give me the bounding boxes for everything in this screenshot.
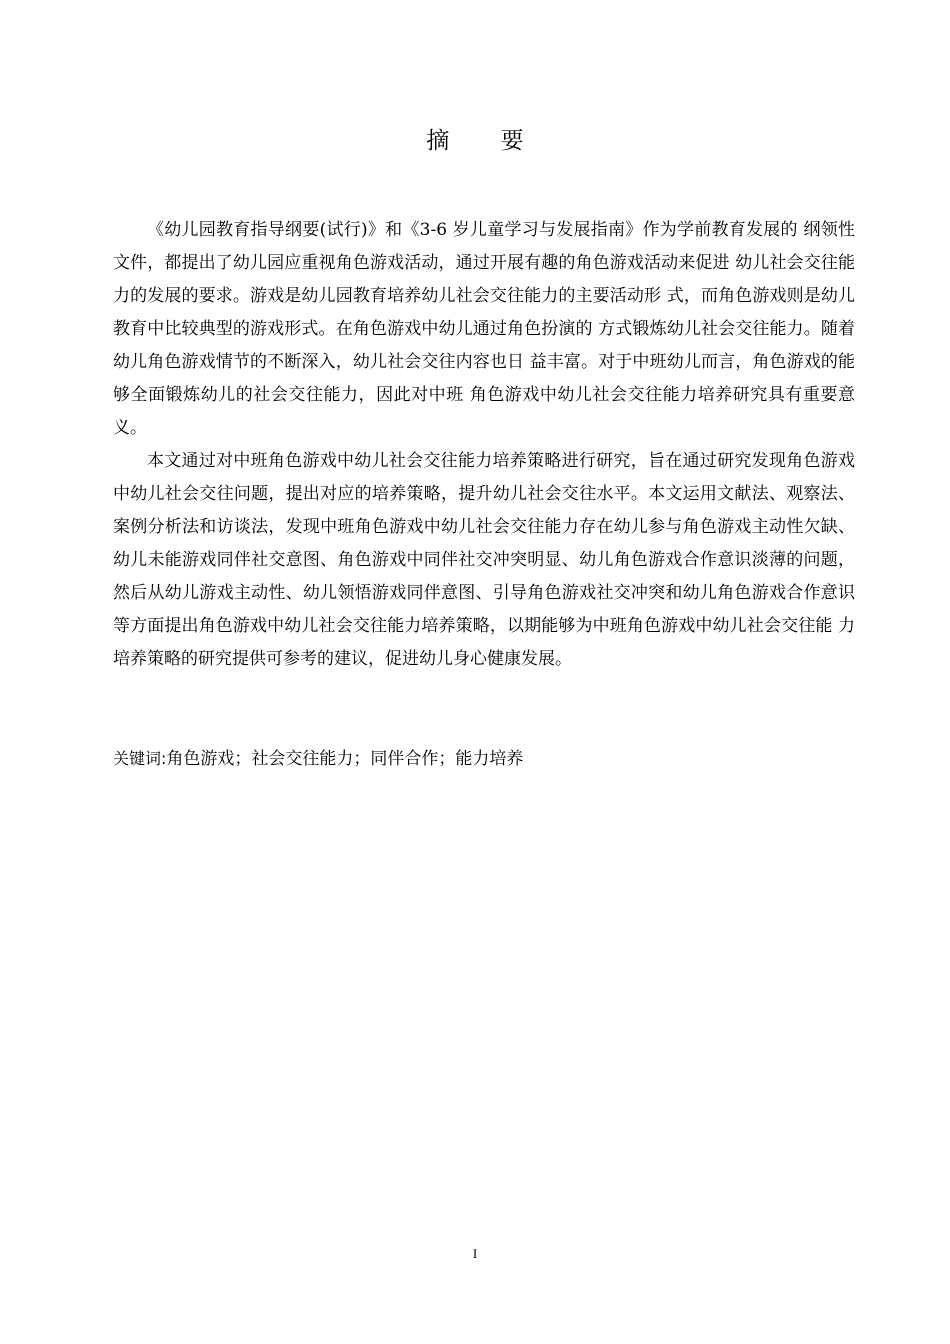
page-number: I — [472, 1246, 478, 1261]
abstract-body — [113, 214, 855, 676]
abstract-paragraph-2: 本文通过对中班角色游戏中幼儿社会交往能力培养策略进行研究，旨在通过研究发现角色游戏中幼儿社会交往问题，提出对应的培养策略，提升幼儿社会交往水平。本文运用文献法、观察法、案例分析法和访谈法，发现中班角色游戏中幼儿社会交往能力存在幼儿参与角色游戏主动性欠缺、幼儿未能游戏同伴社交意图、角色游戏中同伴社交冲突明显、幼儿角色游戏合作意识淡薄的问题，然后从幼儿游戏主动性、幼儿领悟游戏同伴意图、引导角色游戏社交冲突和幼儿角色游戏合作意识等方面提出角色游戏中幼儿社会交往能力培养策略，以期能够为中班角色游戏中幼儿社会交往能 力培养策略的研究提供可参考的建议，促进幼儿身心健康发展。 — [113, 451, 855, 669]
keywords-label: 关键词: — [113, 749, 167, 768]
abstract-paragraph-1: 《幼儿园教育指导纲要(试行)》和《3-6 岁儿童学习与发展指南》作为学前教育发展的 纲领性文件，都提出了幼儿园应重视角色游戏活动，通过开展有趣的角色游戏活动来促进 幼儿社会交往能力的发展的要求。游戏是幼儿园教育培养幼儿社会交往能力的主要活动形 式，而角色游戏则是幼儿教育中比较典型的游戏形式。在角色游戏中幼儿通过角色扮演的 方式锻炼幼儿社会交往能力。随着幼儿角色游戏情节的不断深入，幼儿社会交往内容也日 益丰富。对于中班幼儿而言，角色游戏的能够全面锻炼幼儿的社会交往能力，因此对中班 角色游戏中幼儿社会交往能力培养研究具有重要意义。 — [113, 220, 855, 438]
keywords-text: 角色游戏；社会交往能力；同伴合作；能力培养 — [166, 749, 524, 769]
page-title: 摘 要 — [426, 128, 546, 154]
keywords-line — [113, 744, 523, 774]
